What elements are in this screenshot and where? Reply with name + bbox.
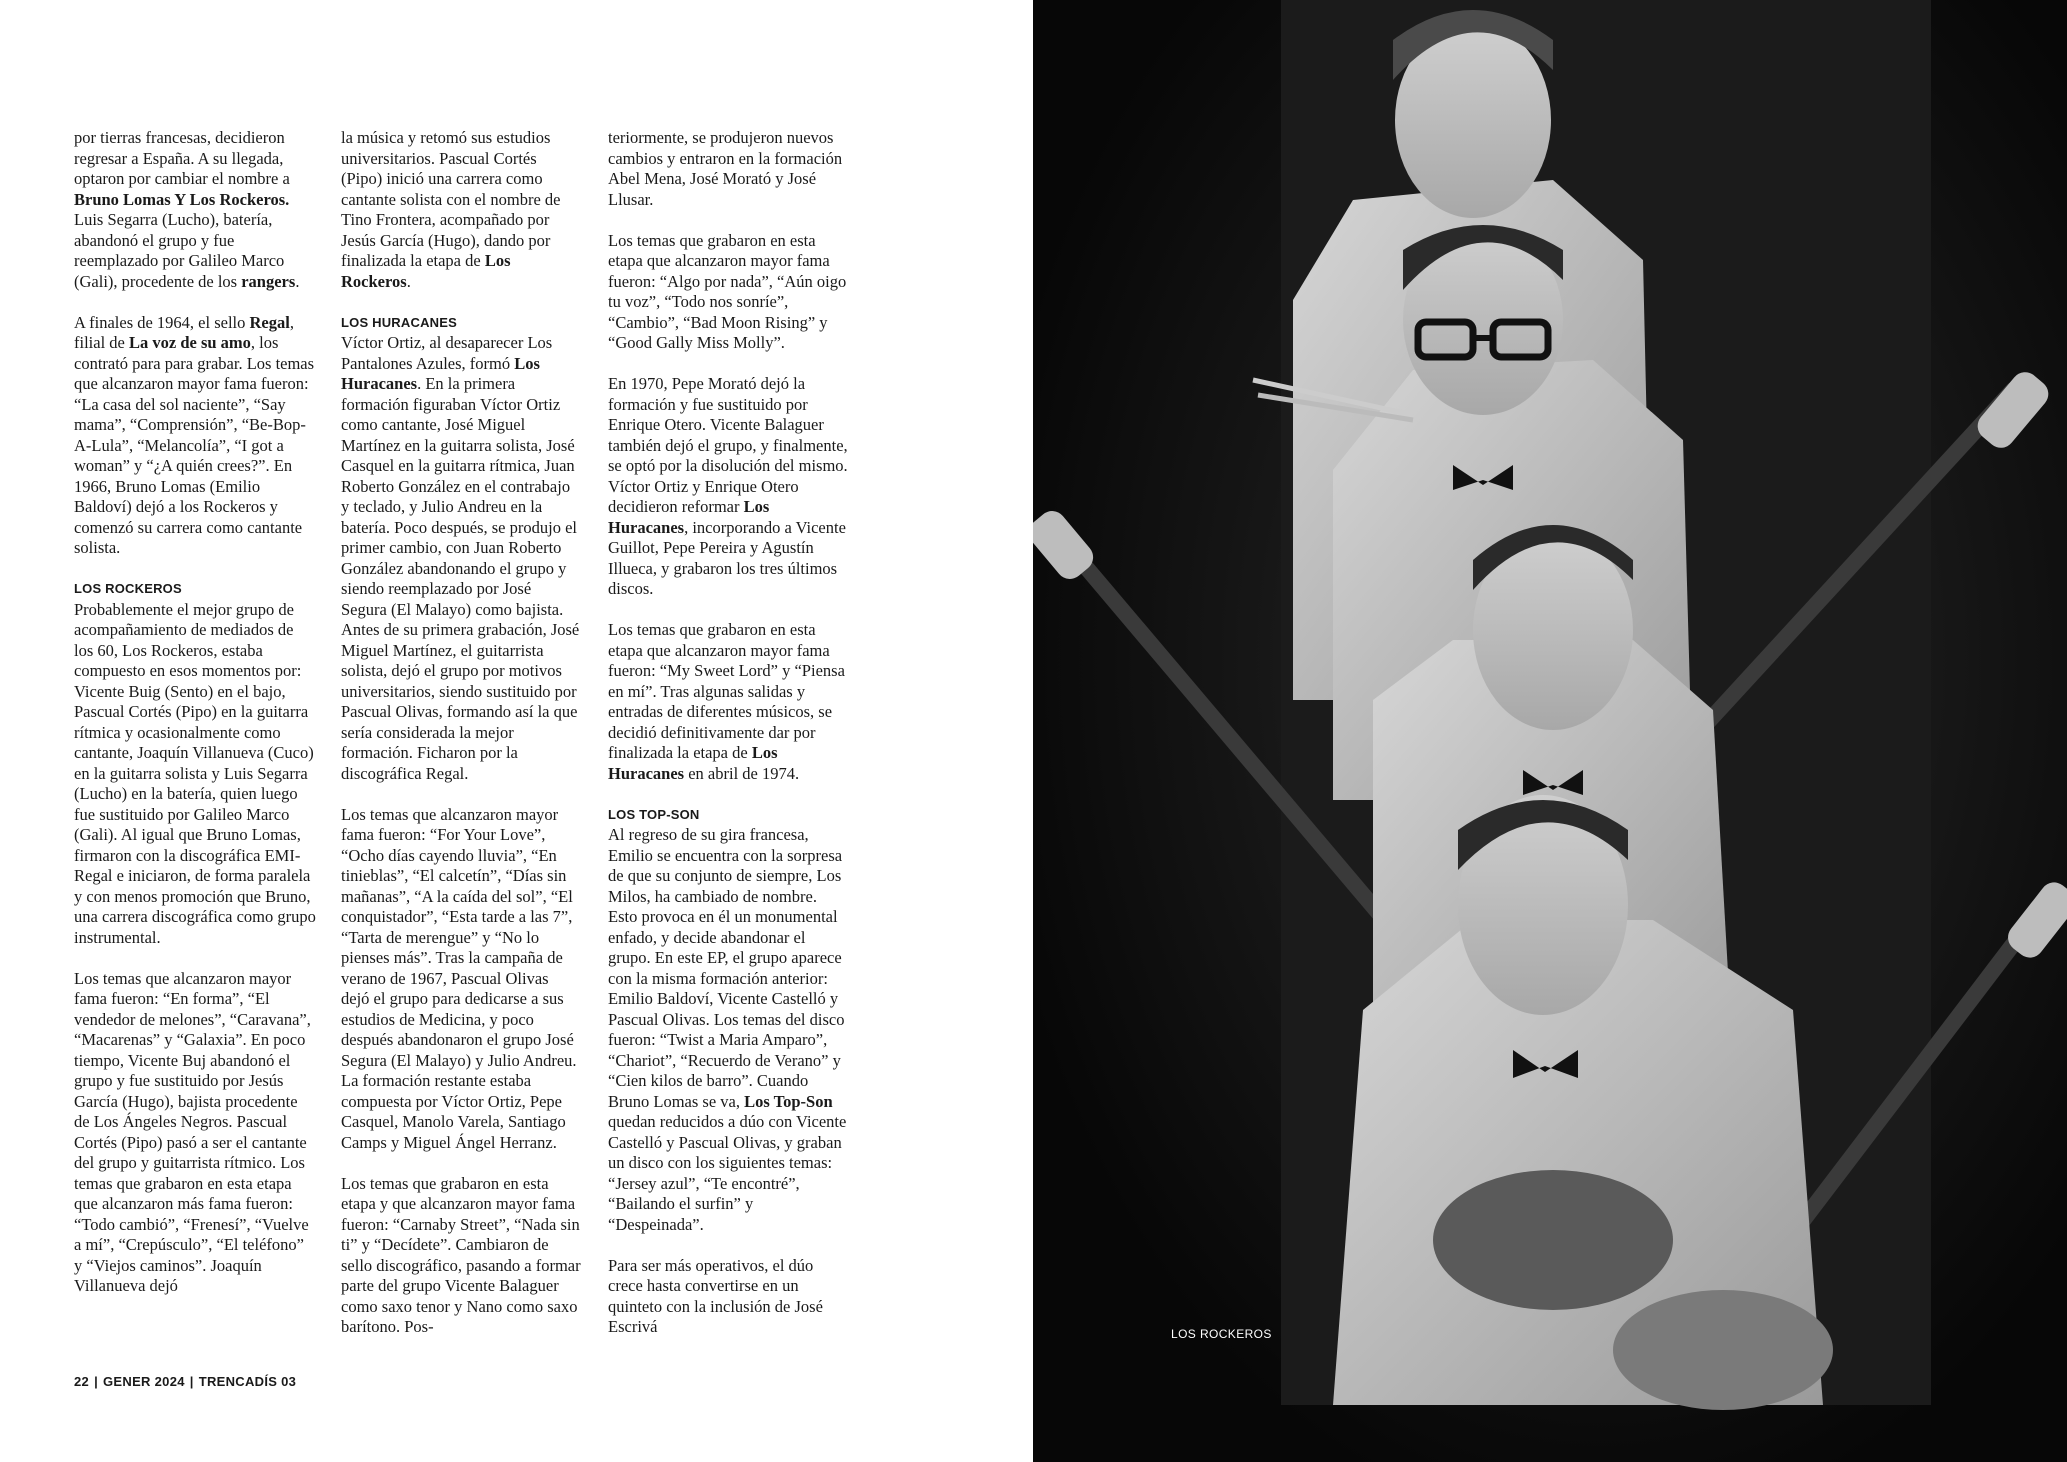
paragraph: Los temas que grabaron en esta etapa que alcanzaron mayor fama fueron: “Algo por nada”, “Aún oigo tu voz”, “Todo nos sonríe”, “Cambio”, “Bad Moon Rising” y “Good Gally Miss Molly”. — [608, 230, 847, 352]
magazine-name: TRENCADÍS 03 — [198, 1374, 297, 1389]
section-heading: LOS TOP-SON — [608, 806, 700, 822]
photo-page — [1033, 0, 2067, 1462]
issue-date: GENER 2024 — [103, 1374, 185, 1389]
photo-caption: LOS ROCKEROS — [1171, 1327, 1272, 1341]
paragraph: Los temas que alcanzaron mayor fama fueron: “For Your Love”, “Ocho días cayendo lluvia”, “En tinieblas”, “El calcetín”, “Días sin mañanas”, “A la caída del sol”, “El conquistador”, “Esta tarde a las 7”, “Tarta de merengue” y “No lo pienses más”. Tras la campaña de verano de 1967, Pascual Olivas dejó el grupo para dedicarse a sus estudios de Medicina, y poco después abandonaron el grupo José Segura (El Malayo) y Julio Andreu. La formación restante estaba compuesta por Víctor Ortiz, Pepe Casquel, Manolo Varela, Santiago Camps y Miguel Ángel Herranz. — [341, 804, 577, 1152]
paragraph: Los temas que grabaron en esta etapa y que alcanzaron mayor fama fueron: “Carnaby Street”, “Nada sin ti” y “Decídete”. Cambiaron de sello discográfico, pasando a formar parte del grupo Vicente Balaguer como saxo tenor y Nano como saxo barítono. Pos- — [341, 1173, 581, 1336]
paragraph: Los temas que grabaron en esta etapa que alcanzaron mayor fama fueron: “My Sweet Lord” y “Piensa en mí”. Tras algunas salidas y entradas de diferentes músicos, se decidió definitivamente dar por finalizada la etapa de Los Huracanes en abril de 1974. — [608, 620, 845, 783]
paragraph: teriormente, se produjeron nuevos cambios y entraron en la formación Abel Mena, José Morató y José Llusar. — [608, 128, 843, 209]
paragraph: Probablemente el mejor grupo de acompañamiento de mediados de los 60, Los Rockeros, estaba compuesto en esos momentos por: Vicente Buig (Sento) en el bajo, Pascual Cortés (Pipo) en la guitarra rítmica y ocasionalmente como cantante, Joaquín Villanueva (Cuco) en la guitarra solista y Luis Segarra (Lucho) en la batería, quien luego fue sustituido por Galileo Marco (Gali). Al igual que Bruno Lomas, firmaron con la discográfica EMI-Regal e iniciaron, de forma paralela y con menos promoción que Bruno, una carrera discográfica como grupo instrumental. — [74, 599, 316, 947]
section-heading: LOS HURACANES — [341, 314, 457, 330]
paragraph: Al regreso de su gira francesa, Emilio se encuentra con la sorpresa de que su conjunto de siempre, Los Milos, ha cambiado de nombre. Esto provoca en él un monumental enfado, y decide abandonar el grupo. En este EP, el grupo aparece con la misma formación anterior: Emilio Baldoví, Vicente Castelló y Pascual Olivas. Los temas del disco fueron: “Twist a Maria Amparo”, “Chariot”, “Recuerdo de Verano” y “Cien kilos de barro”. Cuando Bruno Lomas se va, Los Top-Son quedan reducidos a dúo con Vicente Castelló y Pascual Olivas, y graban un disco con los siguientes temas: “Jersey azul”, “Te encontré”, “Bailando el surfin” y “Despeinada”. — [608, 825, 847, 1234]
paragraph: A finales de 1964, el sello Regal, filial de La voz de su amo, los contrató para para grabar. Los temas que alcanzaron mayor fama fueron: “La casa del sol naciente”, “Say mama”, “Comprensión”, “Be-Bop-A-Lula”, “Melancolía”, “I got a woman” y “¿A quién crees?”. En 1966, Bruno Lomas (Emilio Baldoví) dejó a los Rockeros y comenzó su carrera como cantante solista. — [74, 312, 315, 557]
page-number: 22 — [74, 1374, 90, 1389]
text-column-1 — [74, 128, 316, 1297]
paragraph: En 1970, Pepe Morató dejó la formación y fue sustituido por Enrique Otero. Vicente Balaguer también dejó el grupo, y finalmente, se optó por la disolución del mismo. Víctor Ortiz y Enrique Otero decidieron reformar Los Huracanes, incorporando a Vicente Guillot, Pepe Pereira y Agustín Illueca, y grabaron los tres últimos discos. — [608, 374, 848, 598]
paragraph: Para ser más operativos, el dúo crece hasta convertirse en un quinteto con la inclusión de José Escrivá — [608, 1255, 823, 1336]
band-photo — [1033, 0, 2067, 1462]
text-page — [0, 0, 1033, 1462]
text-column-3 — [608, 128, 848, 1338]
page-footer: 22 | GENER 2024 | TRENCADÍS 03 — [74, 1374, 297, 1389]
paragraph: Víctor Ortiz, al desaparecer Los Pantalones Azules, formó Los Huracanes. En la primera formación figuraban Víctor Ortiz como cantante, José Miguel Martínez en la guitarra solista, José Casquel en la guitarra rítmica, Juan Roberto González en el contrabajo y teclado, y Julio Andreu en la batería. Poco después, se produjo el primer cambio, con Juan Roberto González abandonando el grupo y siendo reemplazado por José Segura (El Malayo) como bajista. Antes de su primera grabación, José Miguel Martínez, el guitarrista solista, dejó el grupo por motivos universitarios, siendo sustituido por Pascual Olivas, formando así la que sería considerada la mejor formación. Ficharon por la discográfica Regal. — [341, 333, 580, 783]
text-column-2 — [341, 128, 581, 1338]
paragraph: por tierras francesas, decidieron regresar a España. A su llegada, optaron por cambiar el nombre a Bruno Lomas Y Los Rockeros. Luis Segarra (Lucho), batería, abandonó el grupo y fue reemplazado por Galileo Marco (Gali), procedente de los rangers. — [74, 128, 300, 291]
section-heading: LOS ROCKEROS — [74, 581, 182, 596]
paragraph: la música y retomó sus estudios universitarios. Pascual Cortés (Pipo) inició una carrera como cantante solista con el nombre de Tino Frontera, acompañado por Jesús García (Hugo), dando por finalizada la etapa de Los Rockeros. — [341, 128, 561, 291]
paragraph: Los temas que alcanzaron mayor fama fueron: “En forma”, “El vendedor de melones”, “Caravana”, “Macarenas” y “Galaxia”. En poco tiempo, Vicente Buj abandonó el grupo y fue sustituido por Jesús García (Hugo), bajista procedente de Los Ángeles Negros. Pascual Cortés (Pipo) pasó a ser el cantante del grupo y guitarrista rítmico. Los temas que grabaron en esta etapa que alcanzaron más fama fueron: “Todo cambió”, “Frenesí”, “Vuelve a mí”, “Crepúsculo”, “El teléfono” y “Viejos caminos”. Joaquín Villanueva dejó — [74, 968, 311, 1295]
